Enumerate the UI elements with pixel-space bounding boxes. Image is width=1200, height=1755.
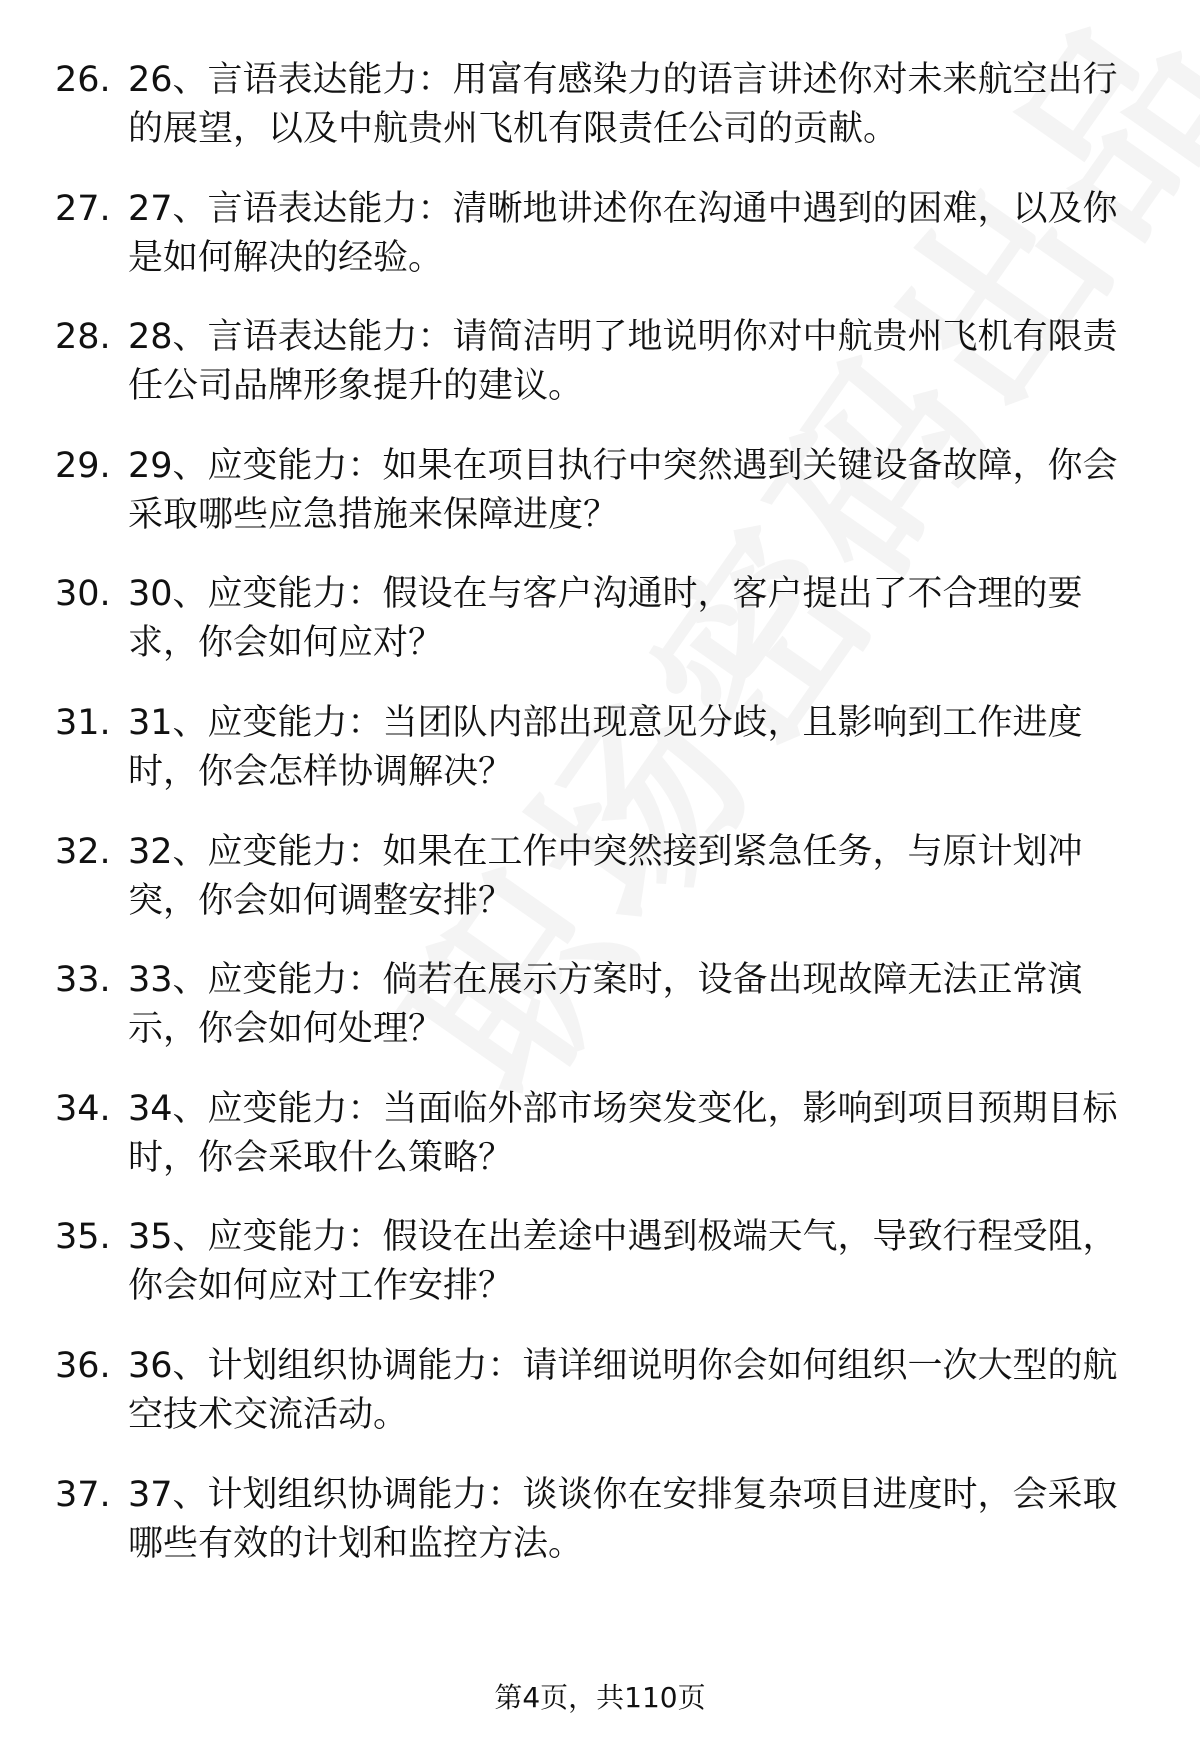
item-text: 32、应变能力：如果在工作中突然接到紧急任务，与原计划冲突，你会如何调整安排？ — [128, 831, 1083, 921]
list-item — [0, 442, 1200, 571]
item-text: 36、计划组织协调能力：请详细说明你会如何组织一次大型的航空技术交流活动。 — [128, 1345, 1118, 1435]
item-text: 33、应变能力：倘若在展示方案时，设备出现故障无法正常演示，你会如何处理？ — [128, 960, 1083, 1050]
item-number: 29. — [55, 445, 111, 486]
item-text: 37、计划组织协调能力：谈谈你在安排复杂项目进度时，会采取哪些有效的计划和监控方法。 — [128, 1474, 1118, 1564]
list-item — [0, 185, 1200, 314]
list-item — [0, 828, 1200, 957]
item-number: 37. — [55, 1474, 111, 1515]
item-number: 34. — [55, 1088, 111, 1129]
list-item — [0, 1342, 1200, 1471]
list-item — [0, 1085, 1200, 1214]
list-item — [0, 699, 1200, 828]
item-text: 26、言语表达能力：用富有感染力的语言讲述你对未来航空出行的展望，以及中航贵州飞机有限责任公司的贡献。 — [128, 60, 1118, 149]
item-text: 29、应变能力：如果在项目执行中突然遇到关键设备故障，你会采取哪些应急措施来保障进度？ — [128, 445, 1118, 535]
list-item — [0, 56, 1200, 185]
item-number: 26. — [55, 60, 111, 100]
list-item — [0, 570, 1200, 699]
item-text: 28、言语表达能力：请简洁明了地说明你对中航贵州飞机有限责任公司品牌形象提升的建议。 — [128, 317, 1118, 407]
item-text: 34、应变能力：当面临外部市场突发变化，影响到项目预期目标时，你会采取什么策略？ — [128, 1088, 1118, 1178]
page-footer: 第4页，共110页 — [494, 1681, 706, 1714]
item-text: 31、应变能力：当团队内部出现意见分歧，且影响到工作进度时，你会怎样协调解决？ — [128, 702, 1083, 792]
item-number: 28. — [55, 317, 111, 358]
item-number: 36. — [55, 1345, 111, 1386]
item-text: 30、应变能力：假设在与客户沟通时，客户提出了不合理的要求，你会如何应对？ — [128, 574, 1083, 664]
item-number: 31. — [55, 702, 111, 743]
list-item — [0, 1213, 1200, 1342]
list-item — [0, 956, 1200, 1085]
question-list — [0, 56, 1200, 1599]
list-item — [0, 313, 1200, 442]
item-number: 32. — [55, 831, 111, 872]
item-number: 30. — [55, 574, 111, 615]
item-number: 27. — [55, 188, 111, 229]
item-number: 35. — [55, 1217, 111, 1258]
item-text: 27、言语表达能力：清晰地讲述你在沟通中遇到的困难，以及你是如何解决的经验。 — [128, 188, 1118, 278]
list-item — [0, 1471, 1200, 1600]
item-text: 35、应变能力：假设在出差途中遇到极端天气，导致行程受阻，你会如何应对工作安排？ — [128, 1217, 1118, 1307]
item-number: 33. — [55, 960, 111, 1001]
